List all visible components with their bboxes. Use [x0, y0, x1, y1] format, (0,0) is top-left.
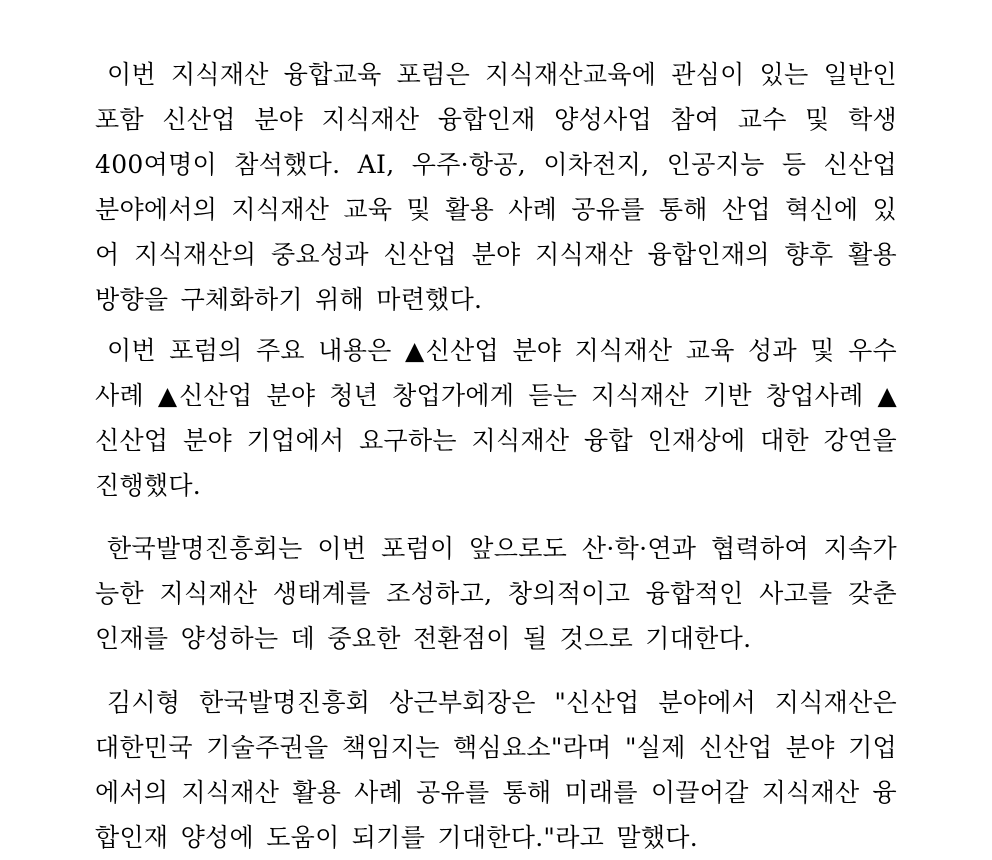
paragraph-vice-chairman-quote: 김시형 한국발명진흥회 상근부회장은 "신산업 분야에서 지식재산은 대한민국 기술주권을 책임지는 핵심요소"라며 "실제 신산업 분야 기업에서의 지식재산 활용 사례 공유를 통해 미래를 이끌어갈 지식재산 융합인재 양성에 도움이 되기를 기대한다."라고 말했다.: [95, 688, 897, 852]
paragraph-forum-overview: 이번 지식재산 융합교육 포럼은 지식재산교육에 관심이 있는 일반인 포함 신산업 분야 지식재산 융합인재 양성사업 참여 교수 및 학생 400여명이 참석했다. AI, 우주·항공, 이차전지, 인공지능 등 신산업 분야에서의 지식재산 교육 및 활용 사례 공유를 통해 산업 혁신에 있어 지식재산의 중요성과 신산업 분야 지식재산 융합인재의 향후 활용 방향을 구체화하기 위해 마련했다.: [95, 60, 897, 314]
paragraph-forum-contents: 이번 포럼의 주요 내용은 ▲신산업 분야 지식재산 교육 성과 및 우수사례 ▲신산업 분야 청년 창업가에게 듣는 지식재산 기반 창업사례 ▲신산업 분야 기업에서 요구하는 지식재산 융합 인재상에 대한 강연을 진행했다.: [95, 336, 897, 500]
paragraph-kipa-expectation: 한국발명진흥회는 이번 포럼이 앞으로도 산·학·연과 협력하여 지속가능한 지식재산 생태계를 조성하고, 창의적이고 융합적인 사고를 갖춘 인재를 양성하는 데 중요한 전환점이 될 것으로 기대한다.: [95, 534, 897, 653]
